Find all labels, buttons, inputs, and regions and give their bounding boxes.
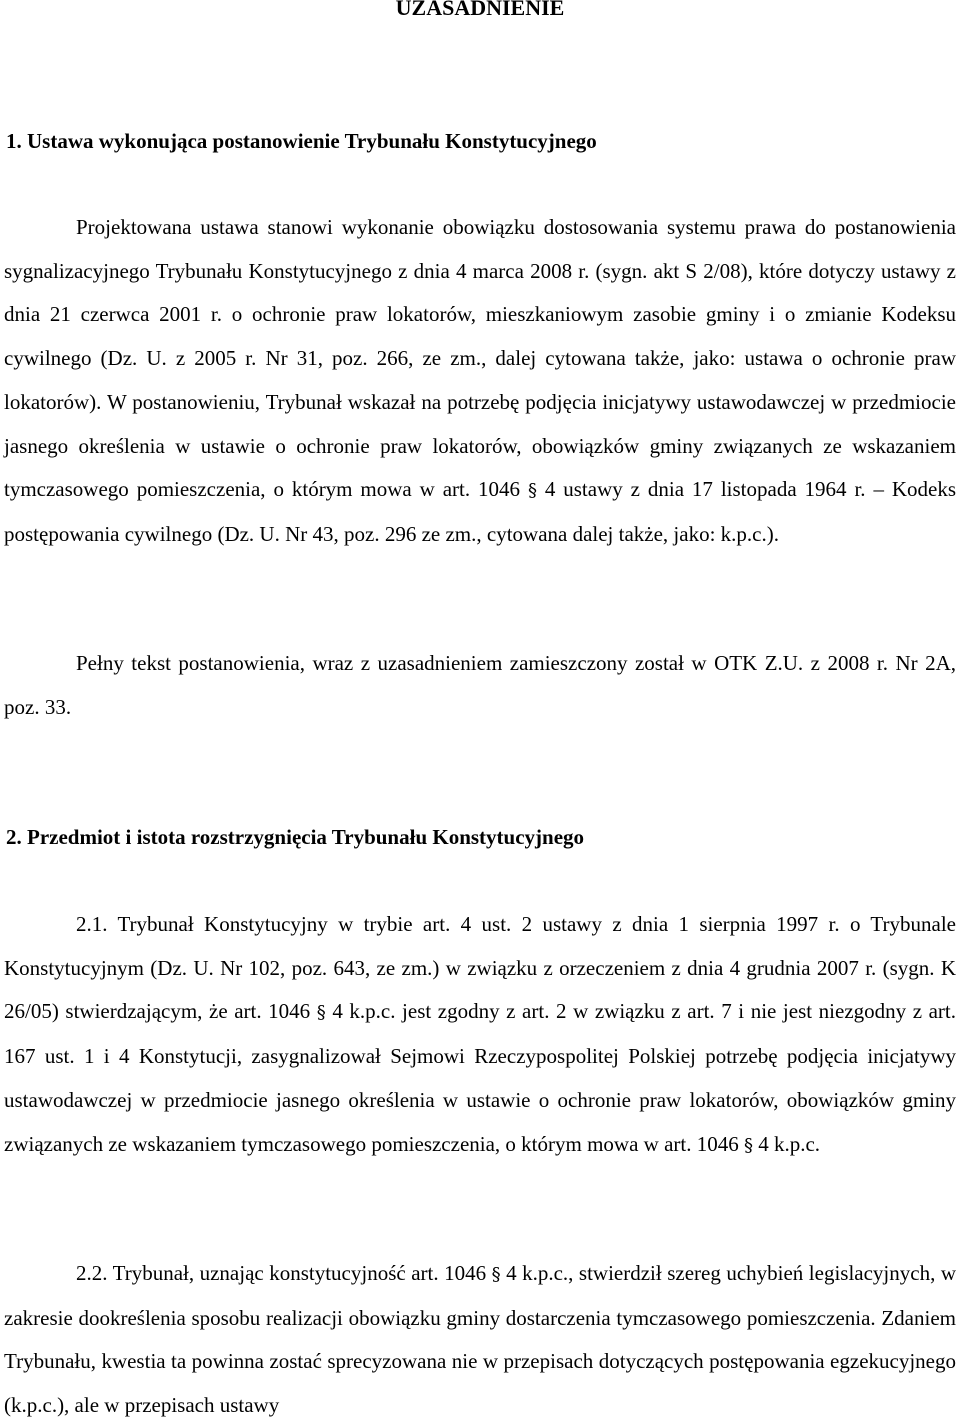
section-1-paragraph-1 <box>4 206 956 557</box>
section-1-heading: 1. Ustawa wykonująca postanowienie Trybunału Konstytucyjnego <box>6 129 597 153</box>
section-symbol: § <box>743 1134 753 1156</box>
document-title: UZASADNIENIE <box>395 0 565 20</box>
section-symbol: § <box>491 1264 501 1285</box>
paragraph-text: 4 k.p.c., stwierdził szereg uchybień legislacyjnych, w zakresie dookreślenia sposobu realizacji obowiązku gminy dostarczenia tymczasowego pomieszczenia. Zdaniem Trybunału, kwestia ta powinna zostać sprecyzowana nie w przepisach dotyczących postępowania egzekucyjnego (k.p.c.), ale w przepisach ustawy <box>4 1261 956 1418</box>
section-symbol: § <box>527 480 537 502</box>
section-symbol: § <box>316 1002 326 1024</box>
section-2-1-paragraph <box>4 903 956 1167</box>
paragraph-text: Projektowana ustawa stanowi wykonanie obowiązku dostosowania systemu prawa do postanowienia sygnalizacyjnego Trybunału Konstytucyjnego z dnia 4 marca 2008 r. (sygn. akt S 2/08), które dotyczy ustawy z dnia 21 czerwca 2001 r. o ochronie praw lokatorów, mieszkaniowym zasobie gminy i o zmianie Kodeksu cywilnego (Dz. U. z 2005 r. Nr 31, poz. 266, ze zm., dalej cytowana także, jako: ustawa o ochronie praw lokatorów). W postanowieniu, Trybunał wskazał na potrzebę podjęcia inicjatywy ustawodawczej w przedmiocie jasnego określenia w ustawie o ochronie praw lokatorów, obowiązków gminy związanych ze wskazaniem tymczasowego pomieszczenia, o którym mowa w art. 1046 <box>4 215 956 502</box>
section-2-2-paragraph <box>4 1252 956 1428</box>
paragraph-text: 2.1. Trybunał Konstytucyjny w trybie art. 4 ust. 2 ustawy z dnia 1 sierpnia 1997 r. o Trybunale Konstytucyjnym (Dz. U. Nr 102, poz. 643, ze zm.) w związku z orzeczeniem z dnia 4 grudnia 2007 r. (sygn. K 26/05) stwierdzającym, że art. 1046 <box>4 912 956 1024</box>
paragraph-text: 4 k.p.c. jest zgodny z art. 2 w związku z art. 7 i nie jest niezgodny z art. 167 ust. 1 i 4 Konstytucji, zasygnalizował Sejmowi Rzeczypospolitej Polskiej potrzebę podjęcia inicjatywy ustawodawczej w przedmiocie jasnego określenia w ustawie o ochronie praw lokatorów, obowiązków gminy związanych ze wskazaniem tymczasowego pomieszczenia, o którym mowa w art. 1046 <box>4 999 957 1156</box>
paragraph-text: 4 k.p.c. <box>752 1131 821 1156</box>
paragraph-text: 4 ustawy z dnia 17 listopada 1964 r. – Kodeks postępowania cywilnego (Dz. U. Nr 43, poz. 296 ze zm., cytowana dalej także, jako: k.p.c.). <box>4 477 957 546</box>
section-2-heading: 2. Przedmiot i istota rozstrzygnięcia Trybunału Konstytucyjnego <box>6 825 585 849</box>
section-1-paragraph-2: Pełny tekst postanowienia, wraz z uzasadnieniem zamieszczony został w OTK Z.U. z 2008 r. Nr 2A, poz. 33. <box>4 651 956 719</box>
paragraph-text: 2.2. Trybunał, uznając konstytucyjność art. 1046 <box>76 1261 492 1285</box>
